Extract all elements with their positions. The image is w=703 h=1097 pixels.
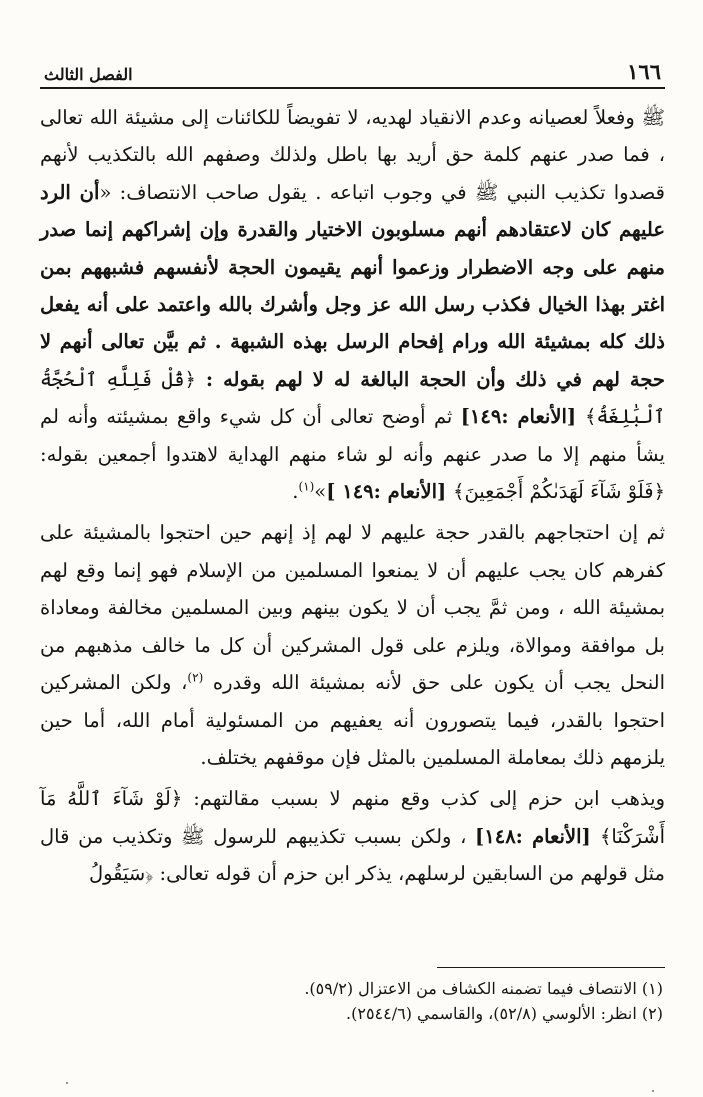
- verse-reference: [الأنعام :١٤٩]: [460, 405, 586, 429]
- footnote-2: (٢) انظر: الألوسي (٥٢/٨)، والقاسمي (٢٥٤٤/٦).: [346, 1004, 663, 1023]
- text-run: ثم إن احتجاجهم بالقدر حجة عليهم لا لهم إذ إنهم حين احتجوا بالمشيئة على كفرهم كان يجب عليهم أن لا يمنعوا المسلمين من الإسلام فهو إنما وقع لهم بمشيئة الله ، ومن ثمَّ يجب أن لا يكون بينهم وبين المسلمين مخالفة ومعاداة بل موافقة وموالاة، ويلزم على قول المشركين أن كل ما خالف مذهبهم من النحل يجب أن يكون على حق لأنه بمشيئة الله وقدره: [40, 521, 665, 695]
- footnotes: [40, 967, 665, 1026]
- quran-verse: ﴿قُلْ فَلِلَّهِ ٱلْحُجَّةُ ٱلْبَٰلِغَةُ﴾: [40, 367, 666, 429]
- scan-speck: [652, 1090, 654, 1092]
- text-run: .: [292, 480, 299, 504]
- scan-speck: [66, 1082, 68, 1084]
- footnote-marker: (١): [298, 479, 315, 494]
- paragraph-2: [40, 514, 665, 776]
- page-number: ١٦٦: [627, 59, 661, 84]
- quoted-text: أن الرد عليهم كان لاعتقادهم أنهم مسلوبون الاختيار والقدرة وإن إشراكهم إنما صدر منهم على وجه الاضطرار وزعموا أنهم يقيمون الحجة لأنفسهم فشبههم بمن اغتر بهذا الخيال فكذب رسل الله عز وجل وأشرك بالله واعتمد على أنه يفعل ذلك كله بمشيئة الله ورام إفحام الرسل بهذه الشبهة . ثم بيَّن تعالى أنهم لا حجة لهم في ذلك وأن الحجة البالغة له لا لهم بقوله :: [40, 180, 665, 391]
- text-run: ، ولكن المشركين احتجوا بالقدر، فيما يتصورون أنه يعفيهم من المسئولية أمام الله، أما حين يلزمهم ذلك بمعاملة المسلمين بالمثل فإن موقفهم يختلف.: [40, 671, 665, 769]
- footnote-1: (١) الانتصاف فيما تضمنه الكشاف من الاعتزال (٥٩/٢).: [304, 979, 663, 998]
- text-run: »: [314, 480, 327, 504]
- quran-verse: ﴿فَلَوْ شَآءَ لَهَدَىٰكُمْ أَجْمَعِينَ﴾: [453, 480, 665, 504]
- verse-reference: [الأنعام :١٤٩ ]: [326, 480, 454, 504]
- quran-verse: ﴿سَيَقُولُ: [88, 862, 154, 886]
- footnote-rule: [437, 967, 665, 968]
- paragraph-1: [40, 99, 665, 510]
- text-run: ويذهب ابن حزم إلى كذب وقع منهم لا بسبب مقالتهم:: [182, 787, 665, 811]
- paragraph-3: [40, 780, 665, 892]
- verse-reference: [الأنعام :١٤٨]: [475, 824, 600, 848]
- body-text: [40, 99, 665, 893]
- running-header: [40, 58, 665, 89]
- quran-verse: ﴿لَوْ شَآءَ ٱللَّهُ مَآ أَشْرَكْنَا﴾: [40, 787, 666, 848]
- footnote-marker: (٢): [187, 670, 204, 685]
- text-run: ﷺ وفعلاً لعصيانه وعدم الانقياد لهديه، لا تفويضاً للكائنات إلى مشيئة الله تعالى ، فما صدر عنهم كلمة حق أريد بها باطل ولذلك وصفهم الله بالتكذيب لأنهم قصدوا تكذيب النبي ﷺ في وجوب اتباعه . يقول صاحب الانتصاف: «: [40, 106, 665, 204]
- text-run: ثم أوضح تعالى أن كل شيء واقع بمشيئته وأنه لم يشأ منهم إلا ما صدر عنهم وأنه لو شاء منهم الهداية لاهتدوا أجمعين بقوله:: [40, 405, 665, 466]
- chapter-title: الفصل الثالث: [44, 65, 133, 84]
- text-run: ، ولكن بسبب تكذيبهم للرسول ﷺ وتكذيب من قال مثل قولهم من السابقين لرسلهم، يذكر ابن حزم أن قوله تعالى:: [40, 824, 665, 886]
- page: [40, 58, 665, 893]
